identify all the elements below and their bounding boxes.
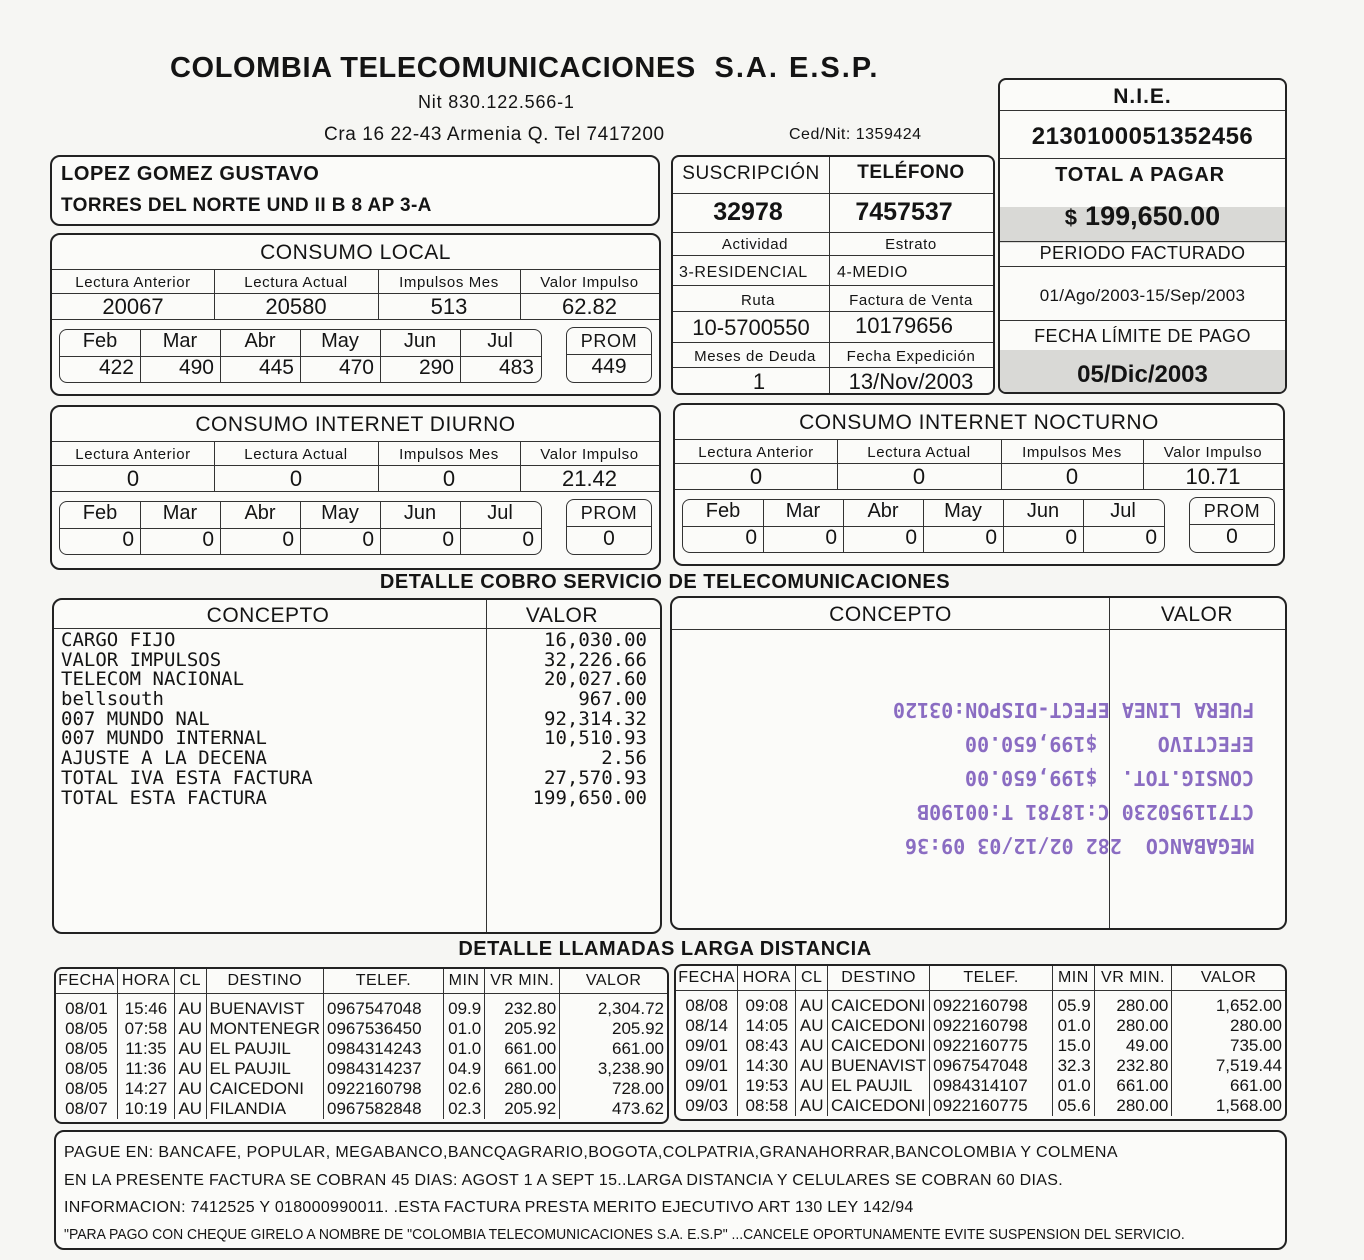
reading-header: Lectura Anterior — [75, 274, 191, 291]
table-cell: 49.00 — [1094, 1036, 1172, 1056]
concepto: 007 MUNDO INTERNAL — [61, 727, 267, 750]
llamadas-right-table — [676, 966, 1285, 1116]
customer-name: LOPEZ GOMEZ GUSTAVO — [61, 163, 320, 185]
prom-value: 449 — [591, 355, 627, 378]
ced-nit: Ced/Nit: 1359424 — [789, 126, 922, 143]
column-header: TELEF. — [930, 966, 1053, 991]
month-value: 0 — [905, 526, 917, 549]
month-value: 290 — [418, 356, 454, 379]
table-cell: 661.00 — [1094, 1076, 1172, 1096]
valor: 16,030.00 — [544, 629, 647, 651]
reading-header: Lectura Anterior — [698, 444, 814, 461]
account-box — [671, 155, 995, 395]
table-cell: AU — [174, 1039, 206, 1059]
table-cell: 661.00 — [1172, 1076, 1285, 1096]
divider — [52, 441, 659, 442]
detalle-right-box — [670, 596, 1287, 930]
ruta-label: Ruta — [740, 292, 776, 309]
month-label: Mar — [162, 330, 198, 352]
column-header: HORA — [117, 969, 174, 994]
table-cell: 0922160798 — [930, 991, 1053, 1017]
llamadas-left-table — [56, 969, 667, 1119]
valor: 199,650.00 — [532, 786, 647, 809]
reading-header: Impulsos Mes — [399, 274, 499, 291]
table-cell: 01.0 — [1053, 1076, 1095, 1096]
company-name — [170, 52, 879, 85]
column-header: VALOR — [1172, 966, 1285, 991]
table-cell: 11:35 — [117, 1039, 174, 1059]
table-cell: 661.00 — [485, 1039, 560, 1059]
reading-header: Lectura Actual — [867, 444, 971, 461]
table-cell: 0984314237 — [324, 1059, 444, 1079]
table-cell: 735.00 — [1172, 1036, 1285, 1056]
column-header: HORA — [738, 966, 796, 991]
nie-label: N.I.E. — [1113, 85, 1172, 108]
table-cell: CAICEDONI — [828, 991, 930, 1017]
consumo-title: CONSUMO INTERNET NOCTURNO — [799, 411, 1159, 434]
table-cell: 205.92 — [560, 1019, 667, 1039]
prom-label: PROM — [1203, 501, 1261, 521]
currency-symbol: $ — [1064, 205, 1078, 230]
column-header: FECHA — [676, 966, 738, 991]
customer-address: TORRES DEL NORTE UND II B 8 AP 3-A — [61, 195, 432, 216]
ruta-value: 10-5700550 — [692, 315, 810, 340]
month-label: Feb — [705, 500, 741, 522]
reading-value: 0 — [749, 464, 763, 489]
concepto: TOTAL IVA ESTA FACTURA — [61, 766, 313, 789]
valor: 32,226.66 — [544, 648, 647, 671]
concepto: CARGO FIJO — [61, 629, 176, 651]
table-cell: EL PAUJIL — [828, 1076, 930, 1096]
reading-value: 0 — [442, 466, 456, 491]
table-cell: AU — [796, 991, 828, 1017]
table-cell: 11:36 — [117, 1059, 174, 1079]
month-value: 490 — [178, 356, 214, 379]
llamadas-right-box — [674, 964, 1287, 1121]
table-cell: AU — [174, 1059, 206, 1079]
month-label: Abr — [244, 330, 276, 352]
actividad-label: Actividad — [721, 236, 789, 253]
actividad-value: 3-RESIDENCIAL — [679, 264, 808, 281]
table-cell: 7,519.44 — [1172, 1056, 1285, 1076]
footer-line: EN LA PRESENTE FACTURA SE COBRAN 45 DIAS: AGOST 1 A SEPT 15..LARGA DISTANCIA Y CELULARES SE COBRAN 60 DIAS. — [64, 1172, 1063, 1189]
table-cell: AU — [796, 1016, 828, 1036]
table-cell: 02.6 — [443, 1079, 484, 1099]
table-cell: 0967547048 — [930, 1056, 1053, 1076]
periodo-value: 01/Ago/2003-15/Sep/2003 — [1039, 286, 1246, 305]
month-value: 470 — [338, 356, 374, 379]
table-cell: BUENAVIST — [206, 994, 324, 1020]
detalle-row — [61, 766, 647, 789]
concepto: TOTAL ESTA FACTURA — [61, 786, 267, 809]
meses-label: Meses de Deuda — [694, 348, 816, 365]
valor: 2.56 — [601, 747, 647, 770]
column-header: VR MIN. — [485, 969, 560, 994]
divider — [675, 439, 1283, 440]
table-cell: AU — [174, 1079, 206, 1099]
stamp-line: MEGABANCO 282 02/12/03 09:36 — [904, 834, 1254, 858]
table-cell: EL PAUJIL — [206, 1059, 324, 1079]
detalle-title: DETALLE COBRO SERVICIO DE TELECOMUNICACIONES — [379, 571, 951, 593]
llamadas-title: DETALLE LLAMADAS LARGA DISTANCIA — [458, 938, 872, 960]
prom-value: 0 — [603, 527, 615, 550]
prom-box — [566, 327, 652, 383]
table-cell: 08/05 — [65, 1019, 108, 1038]
telefono-label: TELÉFONO — [857, 162, 965, 183]
reading-header: Lectura Actual — [244, 274, 348, 291]
table-cell: 280.00 — [1094, 991, 1172, 1017]
month-value: 422 — [98, 356, 134, 379]
table-header-row — [56, 969, 667, 994]
footer-box — [54, 1130, 1287, 1250]
valor: 27,570.93 — [544, 766, 647, 789]
table-cell: BUENAVIST — [828, 1056, 930, 1076]
detalle-row — [61, 631, 647, 651]
table-cell: 3,238.90 — [560, 1059, 667, 1079]
table-cell: AU — [796, 1096, 828, 1116]
reading-header: Valor Impulso — [540, 446, 639, 463]
reading-value: 513 — [430, 294, 468, 319]
table-row — [676, 991, 1285, 1017]
table-cell: 473.62 — [560, 1099, 667, 1119]
month-value: 0 — [202, 528, 214, 551]
reading-value: 20580 — [265, 294, 327, 319]
valor: 20,027.60 — [544, 668, 647, 691]
table-row — [676, 1016, 1285, 1036]
table-row — [676, 1096, 1285, 1116]
reading-header: Impulsos Mes — [399, 446, 499, 463]
concepto-header-left: CONCEPTO — [206, 604, 330, 627]
month-value: 0 — [1145, 526, 1157, 549]
valor-header-left: VALOR — [525, 604, 599, 627]
month-label: Mar — [785, 500, 821, 522]
concepto: 007 MUNDO NAL — [61, 707, 210, 730]
month-label: Mar — [162, 502, 198, 524]
reading-header: Valor Impulso — [540, 274, 639, 291]
internet-diurno-box — [50, 405, 661, 570]
detalle-row — [61, 749, 647, 769]
valor: 92,314.32 — [544, 707, 647, 730]
reading-value: 0 — [912, 464, 926, 489]
table-cell: CAICEDONI — [828, 1096, 930, 1116]
table-cell: 661.00 — [560, 1039, 667, 1059]
table-cell: 205.92 — [485, 1019, 560, 1039]
table-cell: 08/01 — [65, 999, 108, 1018]
divider — [52, 465, 659, 466]
prom-label: PROM — [580, 503, 638, 523]
table-cell: 09.9 — [443, 994, 484, 1020]
factura-value: 10179656 — [855, 313, 953, 338]
month-label: Abr — [244, 502, 276, 524]
suscripcion-value: 32978 — [713, 198, 783, 226]
consumo-local-box — [50, 233, 661, 396]
prom-box — [566, 499, 652, 555]
company-nit: Nit 830.122.566-1 — [418, 92, 575, 112]
table-cell: AU — [796, 1076, 828, 1096]
month-label: Feb — [82, 330, 118, 352]
table-cell: 280.00 — [485, 1079, 560, 1099]
total-amount — [1000, 201, 1285, 232]
telefono-value: 7457537 — [855, 198, 953, 226]
divider — [675, 463, 1283, 464]
prom-label: PROM — [580, 331, 638, 351]
table-cell: 15.0 — [1053, 1036, 1095, 1056]
reading-value: 62.82 — [561, 294, 618, 319]
month-value: 445 — [258, 356, 294, 379]
table-cell: 205.92 — [485, 1099, 560, 1119]
table-cell: 08:43 — [738, 1036, 796, 1056]
column-header: CL — [796, 966, 828, 991]
table-cell: AU — [174, 994, 206, 1020]
table-cell: 728.00 — [560, 1079, 667, 1099]
meses-value: 1 — [752, 369, 766, 394]
reading-header: Valor Impulso — [1163, 444, 1263, 461]
monthly-history — [59, 329, 542, 383]
reading-header: Lectura Anterior — [75, 446, 191, 463]
llamadas-left-box — [54, 967, 669, 1124]
table-cell: 01.0 — [443, 1019, 484, 1039]
divider — [52, 293, 659, 294]
reading-value: 0 — [1065, 464, 1079, 489]
column-header: MIN — [1053, 966, 1095, 991]
estrato-value: 4-MEDIO — [837, 264, 908, 281]
expedicion-value: 13/Nov/2003 — [848, 369, 974, 394]
table-row — [676, 1036, 1285, 1056]
table-cell: 08/14 — [685, 1016, 728, 1035]
table-cell: 04.9 — [443, 1059, 484, 1079]
monthly-history — [59, 501, 542, 555]
month-value: 0 — [442, 528, 454, 551]
table-row — [56, 1079, 667, 1099]
table-cell: 0922160798 — [324, 1079, 444, 1099]
table-cell: 280.00 — [1094, 1016, 1172, 1036]
table-cell: 15:46 — [117, 994, 174, 1020]
table-cell: 661.00 — [485, 1059, 560, 1079]
footer-line: "PARA PAGO CON CHEQUE GIRELO A NOMBRE DE "COLOMBIA TELECOMUNICACIONES S.A. E.S.P" ...CANCELE OPORTUNAMENTE EVITE SUSPENSION DEL SERVICIO. — [64, 1226, 1185, 1243]
concepto-header-right: CONCEPTO — [829, 603, 952, 626]
month-value: 0 — [522, 528, 534, 551]
table-cell: 14:05 — [738, 1016, 796, 1036]
table-row — [56, 1099, 667, 1119]
month-label: Jun — [403, 330, 437, 352]
table-cell: 0967536450 — [324, 1019, 444, 1039]
detalle-left-box — [52, 598, 662, 934]
table-cell: 0922160798 — [930, 1016, 1053, 1036]
month-value: 483 — [498, 356, 534, 379]
table-cell: 08/05 — [65, 1079, 108, 1098]
column-header: TELEF. — [324, 969, 444, 994]
table-cell: MONTENEGR — [206, 1019, 324, 1039]
month-value: 0 — [825, 526, 837, 549]
table-row — [56, 1059, 667, 1079]
table-cell: 232.80 — [485, 994, 560, 1020]
table-cell: 01.0 — [443, 1039, 484, 1059]
concepto: bellsouth — [61, 688, 164, 711]
table-cell: 280.00 — [1094, 1096, 1172, 1116]
table-cell: 09/01 — [685, 1076, 728, 1095]
reading-header: Impulsos Mes — [1022, 444, 1122, 461]
prom-value: 0 — [1226, 525, 1238, 548]
table-cell: 09:08 — [738, 991, 796, 1017]
valor: 10,510.93 — [544, 727, 647, 750]
footer-line: INFORMACION: 7412525 Y 018000990011. .ESTA FACTURA PRESTA MERITO EJECUTIVO ART 130 LEY 142/94 — [64, 1199, 914, 1216]
month-label: Jun — [403, 502, 437, 524]
valor-header-right: VALOR — [1160, 603, 1234, 626]
table-row — [676, 1076, 1285, 1096]
table-cell: 05.6 — [1053, 1096, 1095, 1116]
table-cell: 08/05 — [65, 1039, 108, 1058]
table-cell: 232.80 — [1094, 1056, 1172, 1076]
column-header: DESTINO — [206, 969, 324, 994]
table-cell: 0967582848 — [324, 1099, 444, 1119]
month-value: 0 — [122, 528, 134, 551]
table-cell: CAICEDONI — [828, 1016, 930, 1036]
month-value: 0 — [745, 526, 757, 549]
company-name-text: COLOMBIA TELECOMUNICACIONES — [170, 52, 696, 84]
month-label: May — [321, 330, 359, 352]
company-address: Cra 16 22-43 Armenia Q. Tel 7417200 — [324, 124, 665, 145]
month-value: 0 — [362, 528, 374, 551]
table-cell: 14:30 — [738, 1056, 796, 1076]
column-header: MIN — [443, 969, 484, 994]
month-label: May — [321, 502, 359, 524]
divider — [52, 269, 659, 270]
stamp-line: EFECTIVO $199,650.00 — [965, 732, 1254, 756]
column-header: VALOR — [560, 969, 667, 994]
detalle-row — [61, 786, 647, 809]
internet-nocturno-box — [673, 403, 1285, 566]
month-value: 0 — [1065, 526, 1077, 549]
month-label: May — [944, 500, 982, 522]
concepto: TELECOM NACIONAL — [61, 668, 245, 691]
limite-label: FECHA LÍMITE DE PAGO — [1034, 326, 1251, 346]
stamp-line: CONSIG.TOT. $199,650.00 — [965, 766, 1254, 790]
consumo-title: CONSUMO INTERNET DIURNO — [195, 413, 516, 436]
table-cell: 08/08 — [685, 996, 728, 1015]
concepto: VALOR IMPULSOS — [61, 648, 222, 671]
stamp-line: CT711950230 C:18781 T:00190B — [916, 800, 1254, 824]
month-label: Jun — [1026, 500, 1060, 522]
table-cell: 0922160775 — [930, 1036, 1053, 1056]
table-cell: AU — [796, 1036, 828, 1056]
table-header-row — [676, 966, 1285, 991]
suscripcion-label: SUSCRIPCIÓN — [682, 163, 820, 184]
summary-box — [998, 78, 1287, 394]
table-cell: 05.9 — [1053, 991, 1095, 1017]
company-suffix: S.A. E.S.P. — [714, 52, 880, 84]
stamp-line: FUERA LINEA EFECT-DISPON:03120 — [892, 698, 1254, 722]
table-cell: AU — [796, 1056, 828, 1076]
table-cell: EL PAUJIL — [206, 1039, 324, 1059]
table-row — [56, 994, 667, 1020]
table-cell: AU — [174, 1019, 206, 1039]
table-cell: 08/07 — [65, 1099, 108, 1118]
prom-box — [1189, 497, 1275, 553]
table-row — [56, 1039, 667, 1059]
factura-label: Factura de Venta — [849, 292, 973, 309]
total-value: 199,650.00 — [1085, 201, 1221, 231]
reading-value: 0 — [289, 466, 303, 491]
table-cell: 08/05 — [65, 1059, 108, 1078]
table-cell: 09/01 — [685, 1056, 728, 1075]
table-cell: FILANDIA — [206, 1099, 324, 1119]
reading-value: 0 — [126, 466, 140, 491]
bank-stamp — [868, 698, 1258, 868]
valor: 967.00 — [578, 688, 647, 711]
detalle-items — [61, 631, 647, 808]
reading-value: 10.71 — [1185, 464, 1241, 489]
month-label: Jul — [487, 330, 513, 352]
month-label: Jul — [487, 502, 513, 524]
table-cell: 02.3 — [443, 1099, 484, 1119]
nie-value: 2130100051352456 — [1031, 123, 1254, 150]
expedicion-label: Fecha Expedición — [846, 348, 976, 365]
table-cell: CAICEDONI — [828, 1036, 930, 1056]
table-cell: 10:19 — [117, 1099, 174, 1119]
column-header: DESTINO — [828, 966, 930, 991]
table-cell: 32.3 — [1053, 1056, 1095, 1076]
reading-value: 21.42 — [561, 466, 618, 491]
table-cell: 07:58 — [117, 1019, 174, 1039]
total-label: TOTAL A PAGAR — [1055, 164, 1225, 186]
footer-line: PAGUE EN: BANCAFE, POPULAR, MEGABANCO,BANCQAGRARIO,BOGOTA,COLPATRIA,GRANAHORRAR,BANCOLOMBIA Y COLMENA — [64, 1144, 1118, 1161]
column-header: CL — [174, 969, 206, 994]
month-value: 0 — [985, 526, 997, 549]
customer-box — [50, 155, 660, 226]
estrato-label: Estrato — [885, 236, 937, 253]
table-cell: 09/03 — [685, 1096, 728, 1115]
table-cell: 19:53 — [738, 1076, 796, 1096]
table-cell: CAICEDONI — [206, 1079, 324, 1099]
table-cell: 0922160775 — [930, 1096, 1053, 1116]
table-row — [676, 1056, 1285, 1076]
table-cell: 0967547048 — [324, 994, 444, 1020]
table-row — [56, 1019, 667, 1039]
detalle-row — [61, 690, 647, 710]
concepto: AJUSTE A LA DECENA — [61, 747, 267, 770]
table-cell: 14:27 — [117, 1079, 174, 1099]
table-cell: 1,568.00 — [1172, 1096, 1285, 1116]
periodo-label: PERIODO FACTURADO — [1039, 243, 1246, 263]
monthly-history — [682, 499, 1165, 553]
reading-value: 20067 — [102, 294, 164, 319]
table-cell: 2,304.72 — [560, 994, 667, 1020]
month-label: Feb — [82, 502, 118, 524]
table-cell: 09/01 — [685, 1036, 728, 1055]
table-cell: 1,652.00 — [1172, 991, 1285, 1017]
table-cell: 01.0 — [1053, 1016, 1095, 1036]
table-cell: 08:58 — [738, 1096, 796, 1116]
table-cell: AU — [174, 1099, 206, 1119]
month-label: Jul — [1110, 500, 1136, 522]
table-cell: 0984314243 — [324, 1039, 444, 1059]
limite-value: 05/Dic/2003 — [1077, 361, 1208, 388]
month-value: 0 — [282, 528, 294, 551]
column-header: FECHA — [56, 969, 117, 994]
table-cell: 0984314107 — [930, 1076, 1053, 1096]
month-label: Abr — [867, 500, 899, 522]
reading-header: Lectura Actual — [244, 446, 348, 463]
table-cell: 280.00 — [1172, 1016, 1285, 1036]
column-header: VR MIN. — [1094, 966, 1172, 991]
consumo-title: CONSUMO LOCAL — [260, 241, 451, 264]
